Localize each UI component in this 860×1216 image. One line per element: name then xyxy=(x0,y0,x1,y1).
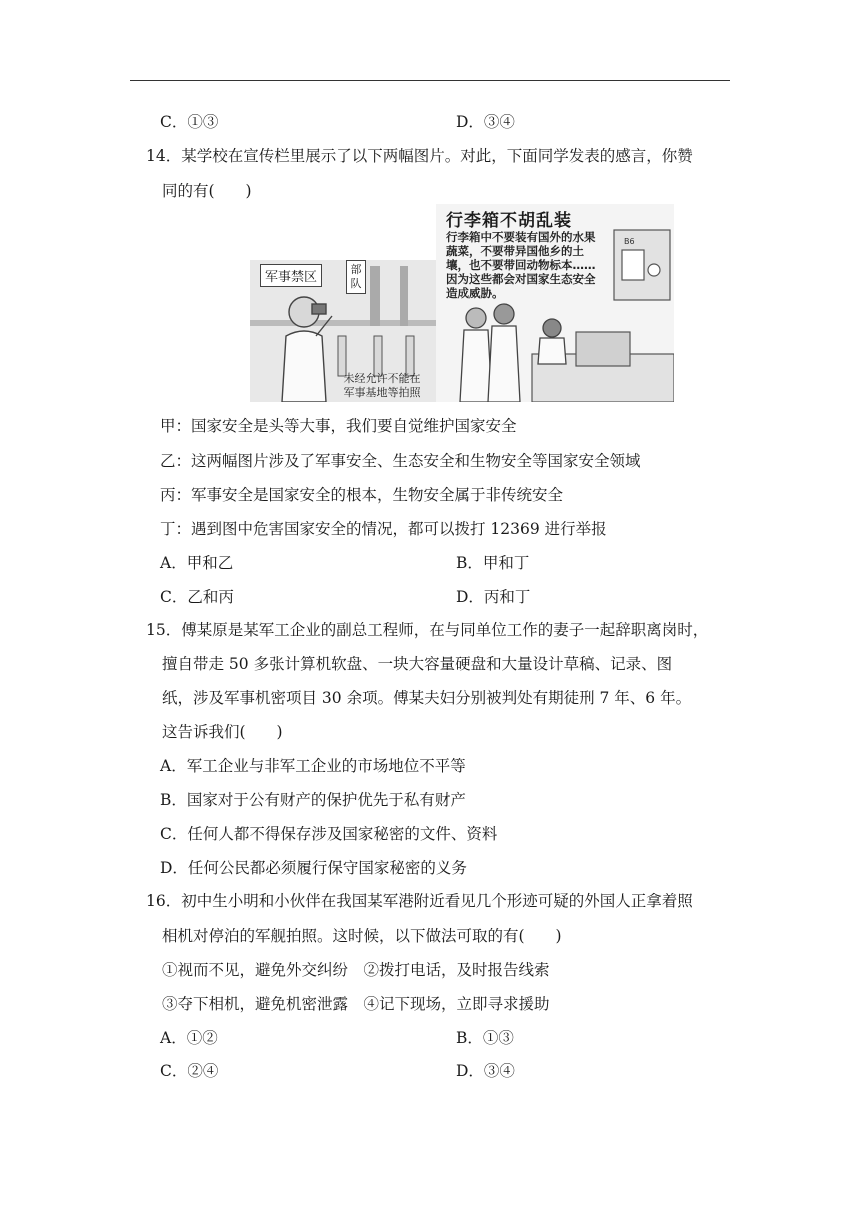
q14-stem-line1: 14．某学校在宣传栏里展示了以下两幅图片。对此，下面同学发表的感言，你赞 xyxy=(146,147,693,165)
luggage-text: 行李箱中不要装有国外的水果蔬菜，不要带异国他乡的土壤，也不要带回动物标本……因为这些都会对国家生态安全造成威胁。 xyxy=(446,230,596,300)
luggage-title: 行李箱不胡乱装 xyxy=(446,211,572,231)
prev-option-d: D．③④ xyxy=(456,113,515,131)
q16-stem-line1: 16．初中生小明和小伙伴在我国某军港附近看见几个形迹可疑的外国人正拿着照 xyxy=(146,892,693,910)
q16-option-a: A．①② xyxy=(160,1029,218,1047)
q14-option-b: B．甲和丁 xyxy=(456,554,530,572)
left-caption-line1: 未经允许不能在 xyxy=(343,372,421,385)
army-sign: 部队 xyxy=(346,260,366,294)
q15-stem-line3: 纸，涉及军事机密项目 30 余项。傅某夫妇分别被判处有期徒刑 7 年、6 年。 xyxy=(162,689,692,707)
q16-option-c: C．②④ xyxy=(160,1062,219,1080)
q14-option-c: C．乙和丙 xyxy=(160,588,234,606)
q14-figure xyxy=(250,204,674,402)
left-caption xyxy=(332,372,432,400)
q16-items-line2: ③夺下相机，避免机密泄露 ④记下现场，立即寻求援助 xyxy=(162,995,550,1013)
q14-option-a: A．甲和乙 xyxy=(160,554,234,572)
q14-statement-bing: 丙：军事安全是国家安全的根本，生物安全属于非传统安全 xyxy=(160,486,564,504)
q15-stem-line1: 15．傅某原是某军工企业的副总工程师，在与同单位工作的妻子一起辞职离岗时， xyxy=(146,621,709,639)
q15-option-c: C．任何人都不得保存涉及国家秘密的文件、资料 xyxy=(160,825,498,843)
q16-option-d: D．③④ xyxy=(456,1062,515,1080)
military-zone-illustration xyxy=(250,260,436,402)
q14-statement-ding: 丁：遇到图中危害国家安全的情况，都可以拨打 12369 进行举报 xyxy=(160,520,607,538)
q14-statement-jia: 甲：国家安全是头等大事，我们要自觉维护国家安全 xyxy=(160,417,517,435)
prev-option-c: C．①③ xyxy=(160,113,219,131)
q15-option-d: D．任何公民都必须履行保守国家秘密的义务 xyxy=(160,859,467,877)
q14-statement-yi: 乙：这两幅图片涉及了军事安全、生态安全和生物安全等国家安全领域 xyxy=(160,452,641,470)
luggage-illustration xyxy=(436,204,674,402)
q14-option-d: D．丙和丁 xyxy=(456,588,531,606)
q15-stem-line2: 擅自带走 50 多张计算机软盘、一块大容量硬盘和大量设计草稿、记录、图 xyxy=(162,655,673,673)
q15-option-a: A．军工企业与非军工企业的市场地位不平等 xyxy=(160,757,466,775)
gate-tag-b6: B6 xyxy=(624,237,635,246)
q16-stem-line2: 相机对停泊的军舰拍照。这时候，以下做法可取的有( ) xyxy=(162,927,562,945)
q14-stem-line2: 同的有( ) xyxy=(162,182,252,200)
military-zone-sign: 军事禁区 xyxy=(260,264,322,287)
q16-items-line1: ①视而不见，避免外交纠纷 ②拨打电话，及时报告线索 xyxy=(162,961,550,979)
header-rule xyxy=(130,80,730,81)
q15-stem-line4: 这告诉我们( ) xyxy=(162,723,283,741)
q16-option-b: B．①③ xyxy=(456,1029,514,1047)
q15-option-b: B．国家对于公有财产的保护优先于私有财产 xyxy=(160,791,466,809)
left-caption-line2: 军事基地等拍照 xyxy=(343,386,421,399)
